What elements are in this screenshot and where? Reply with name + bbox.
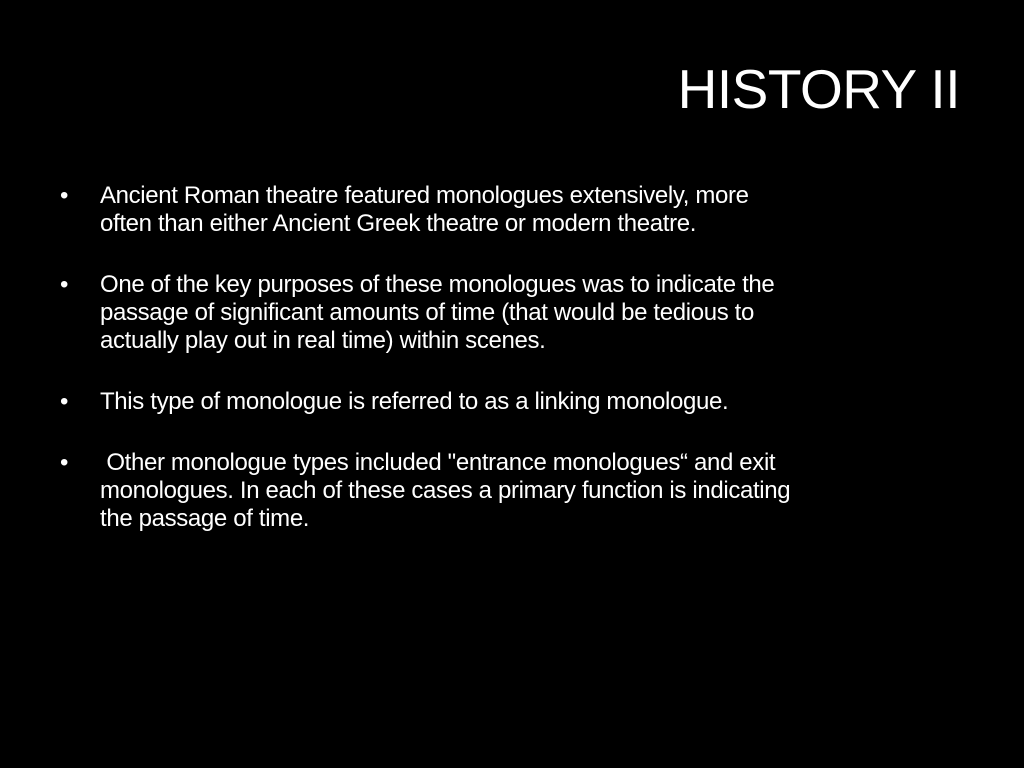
bullet-text-roman-theatre: Ancient Roman theatre featured monologues extensively, more often than either Ancient Greek theatre or modern theatre. — [100, 182, 749, 237]
bullet-marker: • — [60, 388, 69, 415]
bullet-text-linking-monologue: This type of monologue is referred to as a linking monologue. — [100, 388, 729, 415]
bullet-text-other-monologue-types: Other monologue types included "entrance monologues“ and exit monologues. In each of these cases a primary function is indicating the passage of time. — [100, 449, 791, 532]
bullet-item-linking-monologue — [0, 388, 1024, 416]
bullet-marker: • — [60, 182, 69, 209]
bullet-item-passage-of-time — [0, 271, 1024, 355]
bullet-marker: • — [60, 449, 69, 476]
slide-title: HISTORY II — [677, 58, 960, 120]
bullet-marker: • — [60, 271, 69, 298]
bullet-item-other-monologue-types — [0, 449, 1024, 533]
bullet-item-roman-theatre — [0, 182, 1024, 238]
bullet-list — [0, 182, 1024, 566]
bullet-text-passage-of-time: One of the key purposes of these monologues was to indicate the passage of significant amounts of time (that would be tedious to actually play out in real time) within scenes. — [100, 271, 775, 354]
